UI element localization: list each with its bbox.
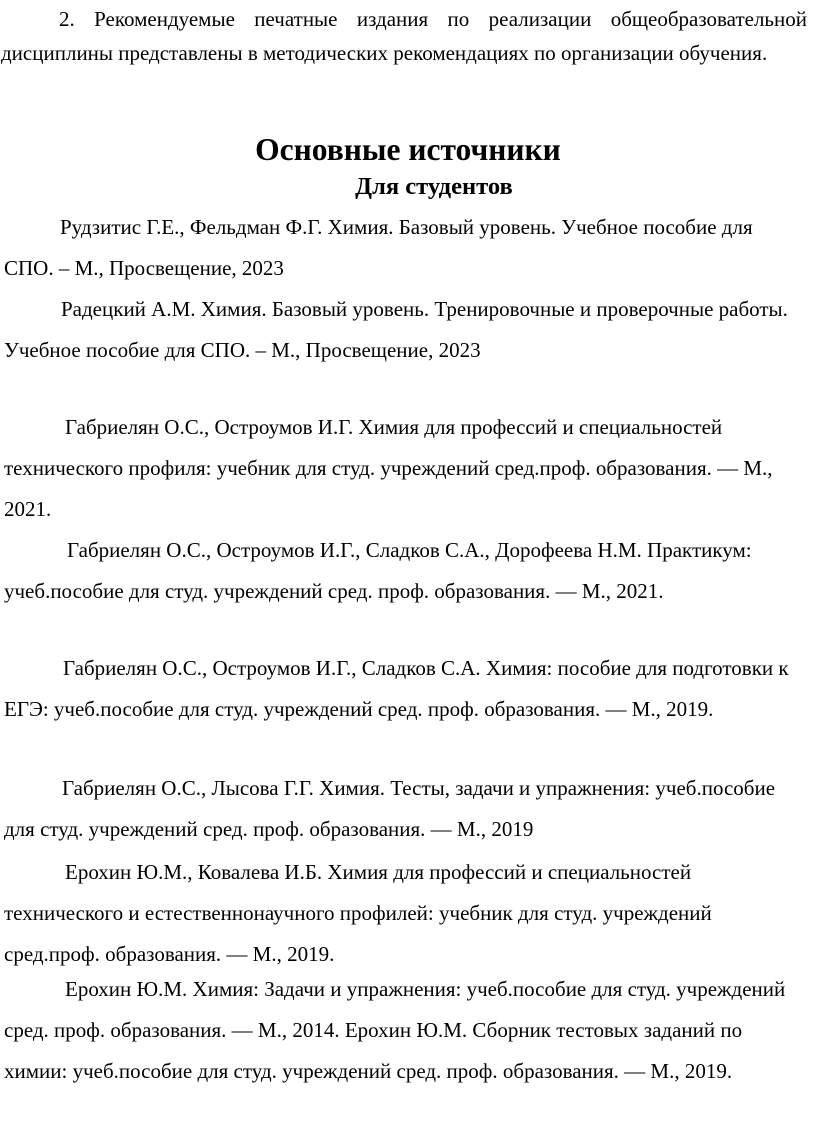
reference-entry: Ерохин Ю.М. Химия: Задачи и упражнения: учеб.пособие для студ. учреждений сред. проф. образования. — М., 2014. Ерохин Ю.М. Сборник тестовых заданий по химии: учеб.пособие для студ. учреждений сред. проф. образования. — М., 2019. bbox=[4, 977, 786, 1083]
reference-entry: Рудзитис Г.Е., Фельдман Ф.Г. Химия. Базовый уровень. Учебное пособие для СПО. – М., Просвещение, 2023 bbox=[4, 215, 753, 280]
section-heading: Основные источники bbox=[255, 132, 561, 167]
reference-entry: Габриелян О.С., Остроумов И.Г., Сладков С.А. Химия: пособие для подготовки к ЕГЭ: учеб.пособие для студ. учреждений сред. проф. образования. — М., 2019. bbox=[4, 656, 789, 721]
reference-entry: Ерохин Ю.М., Ковалева И.Б. Химия для профессий и специальностей технического и естественнонаучного профилей: учебник для студ. учреждений сред.проф. образования. — М., 2019. bbox=[4, 860, 712, 966]
reference-entry: Габриелян О.С., Лысова Г.Г. Химия. Тесты, задачи и упражнения: учеб.пособие для студ. учреждений сред. проф. образования. — М., 2019 bbox=[4, 776, 776, 841]
reference-entry: Габриелян О.С., Остроумов И.Г. Химия для профессий и специальностей технического профиля: учебник для студ. учреждений сред.проф. образования. — М., 2021. bbox=[4, 415, 773, 521]
intro-paragraph: 2. Рекомендуемые печатные издания по реализации общеобразовательной дисциплины представлены в методических рекомендациях по организации обучения. bbox=[1, 7, 807, 65]
reference-entry: Габриелян О.С., Остроумов И.Г., Сладков С.А., Дорофеева Н.М. Практикум: учеб.пособие для студ. учреждений сред. проф. образования. — М., 2021. bbox=[4, 538, 752, 603]
reference-entry: Радецкий А.М. Химия. Базовый уровень. Тренировочные и проверочные работы. Учебное пособие для СПО. – М., Просвещение, 2023 bbox=[4, 297, 788, 362]
subsection-heading: Для студентов bbox=[355, 173, 513, 200]
